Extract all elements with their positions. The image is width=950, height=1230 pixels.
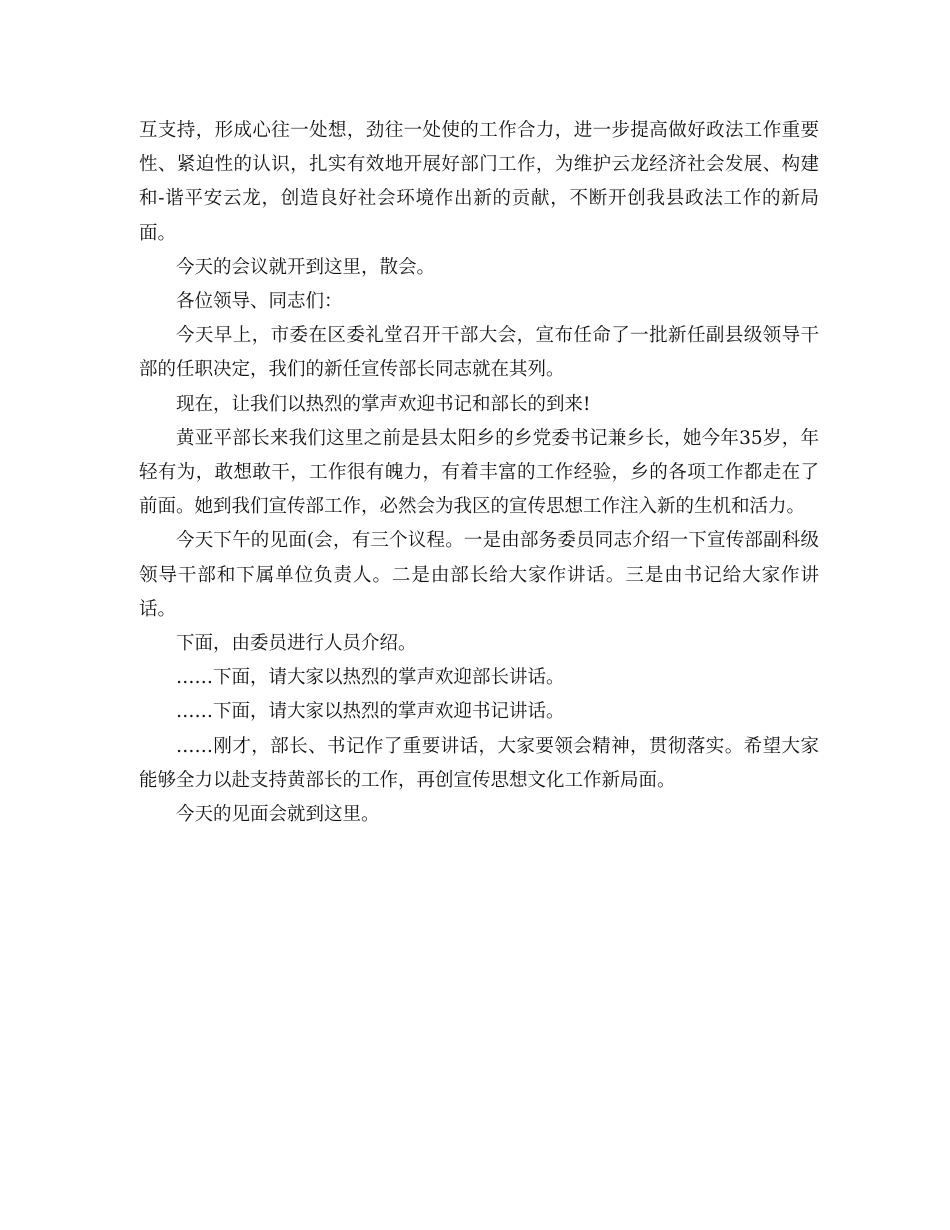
paragraph-4: 今天早上，市委在区委礼堂召开干部大会，宣布任命了一批新任副县级领导干部的任职决定，我们的新任宣传部长同志就在其列。 <box>139 325 819 381</box>
paragraph-7: 今天下午的见面(会，有三个议程。一是由部务委员同志介绍一下宣传部副科级领导干部和下属单位负责人。二是由部长给大家作讲话。三是由书记给大家作讲话。 <box>139 530 819 620</box>
paragraph-12: 今天的见面会就到这里。 <box>176 804 380 826</box>
paragraph-8: 下面，由委员进行人员介绍。 <box>176 633 417 655</box>
paragraph-9: ……下面，请大家以热烈的掌声欢迎部长讲话。 <box>176 667 565 689</box>
paragraph-3: 各位领导、同志们： <box>176 291 343 313</box>
paragraph-11: ……刚才，部长、书记作了重要讲话，大家要领会精神，贯彻落实。希望大家能够全力以赴支持黄部长的工作，再创宣传思想文化工作新局面。 <box>139 735 819 791</box>
paragraph-1: 互支持，形成心往一处想，劲往一处使的工作合力，进一步提高做好政法工作重要性、紧迫性的认识，扎实有效地开展好部门工作，为维护云龙经济社会发展、构建和-谐平安云龙，创造良好社会环境作出新的贡献，不断开创我县政法工作的新局面。 <box>139 120 819 244</box>
paragraph-5: 现在，让我们以热烈的掌声欢迎书记和部长的到来! <box>176 393 591 415</box>
paragraph-10: ……下面，请大家以热烈的掌声欢迎书记讲话。 <box>176 701 565 723</box>
paragraph-2: 今天的会议就开到这里，散会。 <box>176 256 436 278</box>
paragraph-6: 黄亚平部长来我们这里之前是县太阳乡的乡党委书记兼乡长，她今年35岁，年轻有为，敢想敢干，工作很有魄力，有着丰富的工作经验，乡的各项工作都走在了前面。她到我们宣传部工作，必然会为我区的宣传思想工作注入新的生机和活力。 <box>139 427 819 518</box>
document-body <box>139 114 819 832</box>
